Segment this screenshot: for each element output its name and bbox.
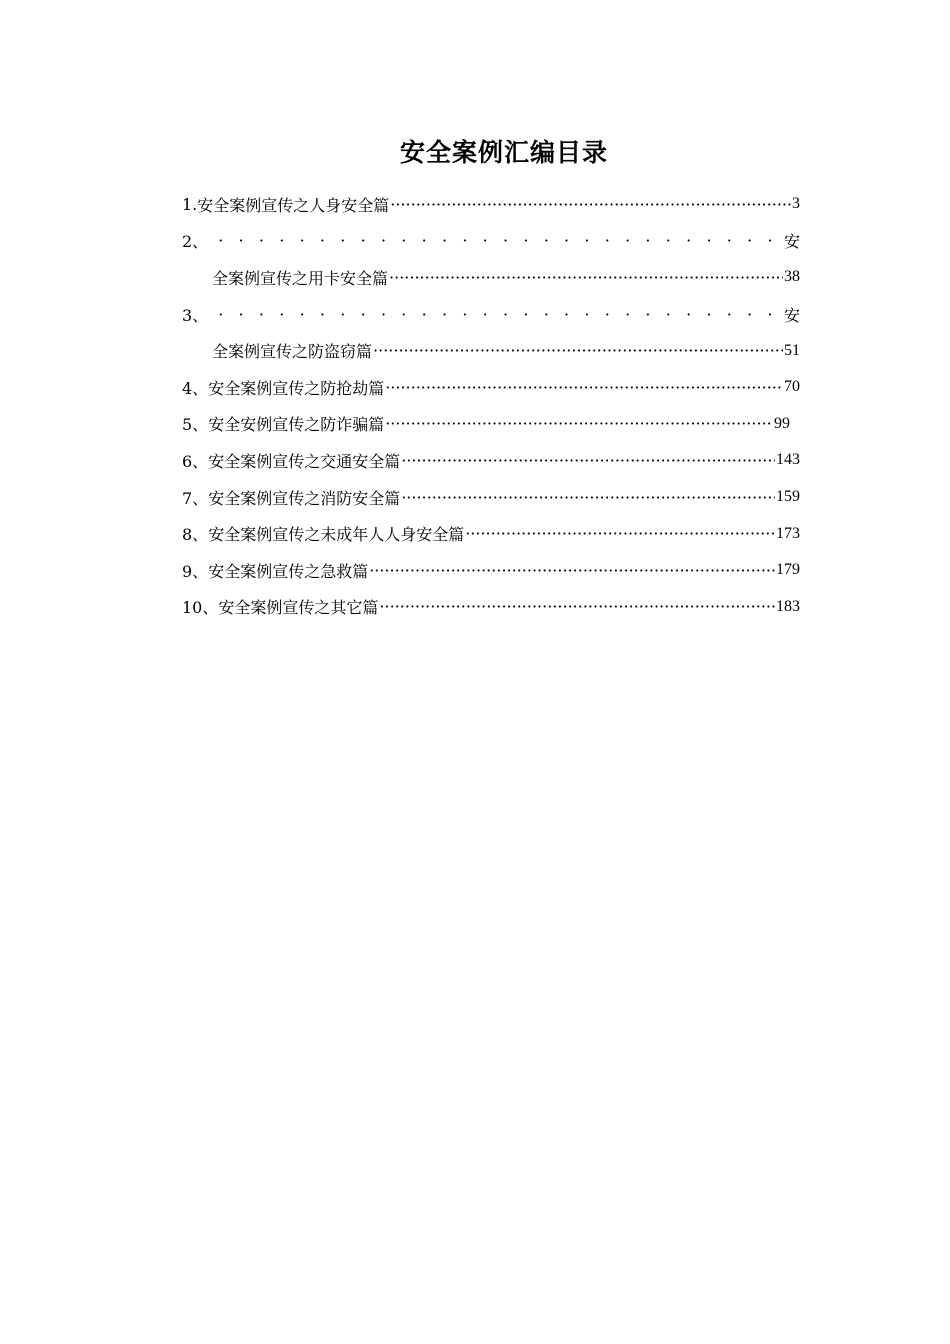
toc-entry-4[interactable] xyxy=(182,369,800,406)
toc-entry-page: 159 xyxy=(776,488,800,506)
dot-leader xyxy=(379,597,775,616)
dot-leader xyxy=(401,488,775,507)
toc-entry-9[interactable] xyxy=(182,552,800,589)
toc-entry-title: 安全案例宣传之消防安全篇 xyxy=(208,488,401,508)
toc-entry-page: 38 xyxy=(784,268,800,286)
toc-entry-number: 7、 xyxy=(182,488,209,508)
dot-leader xyxy=(389,268,783,287)
toc-entry-1[interactable] xyxy=(182,186,800,223)
toc-entry-page: 143 xyxy=(776,451,800,469)
toc-entry-number: 2、 xyxy=(182,232,209,252)
toc-entry-number: 4、 xyxy=(182,378,209,398)
toc-entry-page: 3 xyxy=(792,195,800,213)
dot-leader xyxy=(373,341,783,360)
toc-entry-number: 3、 xyxy=(182,305,209,325)
dot-leader xyxy=(401,451,775,470)
toc-entry-number: 6、 xyxy=(182,451,209,471)
dot-leader xyxy=(385,378,783,397)
toc-entry-title: 全案例宣传之防盗窃篇 xyxy=(212,342,373,362)
toc-entry-page: 173 xyxy=(776,524,800,542)
document-title: 安全案例汇编目录 xyxy=(399,138,608,167)
toc-entry-6[interactable] xyxy=(182,442,800,479)
toc-entry-title-start: 安 xyxy=(783,305,800,325)
dot-leader xyxy=(390,195,791,214)
toc-entry-title: 安全案例宣传之交通安全篇 xyxy=(208,451,401,471)
toc-entry-title: 安全案例宣传之防抢劫篇 xyxy=(208,378,385,398)
toc-entry-page: 70 xyxy=(784,378,800,396)
toc-entry-8[interactable] xyxy=(182,515,800,552)
toc-entry-title: 安全案例宣传之人身安全篇 xyxy=(197,195,390,215)
toc-entry-page: 51 xyxy=(784,341,800,359)
toc-entry-number: 9、 xyxy=(182,561,209,581)
toc-entry-number: 5、 xyxy=(182,415,209,435)
toc-entry-number: 1. xyxy=(182,194,198,214)
toc-entry-title: 安全安例宣传之防诈骗篇 xyxy=(208,415,385,435)
dot-leader xyxy=(218,305,780,324)
dot-leader xyxy=(369,561,775,580)
toc-entry-2-line-1[interactable] xyxy=(182,223,800,260)
toc-entry-page: 183 xyxy=(776,597,800,615)
table-of-contents xyxy=(182,186,800,625)
toc-entry-2-line-2[interactable] xyxy=(182,259,800,296)
toc-entry-7[interactable] xyxy=(182,479,800,516)
toc-entry-page: 99 xyxy=(774,414,790,432)
toc-entry-number: 10、 xyxy=(182,598,219,618)
toc-entry-3-line-2[interactable] xyxy=(182,332,800,369)
toc-entry-10[interactable] xyxy=(182,589,800,626)
dot-leader xyxy=(218,231,780,250)
dot-leader xyxy=(385,414,773,433)
toc-entry-title: 安全案例宣传之未成年人人身安全篇 xyxy=(208,525,465,545)
dot-leader xyxy=(465,524,775,543)
toc-entry-3-line-1[interactable] xyxy=(182,296,800,333)
toc-entry-5[interactable] xyxy=(182,406,800,443)
toc-entry-number: 8、 xyxy=(182,525,209,545)
toc-entry-page: 179 xyxy=(776,561,800,579)
toc-entry-title: 安全案例宣传之急救篇 xyxy=(208,561,369,581)
toc-entry-title-start: 安 xyxy=(783,232,800,252)
toc-entry-title: 全案例宣传之用卡安全篇 xyxy=(212,268,389,288)
toc-entry-title: 安全案例宣传之其它篇 xyxy=(218,598,379,618)
